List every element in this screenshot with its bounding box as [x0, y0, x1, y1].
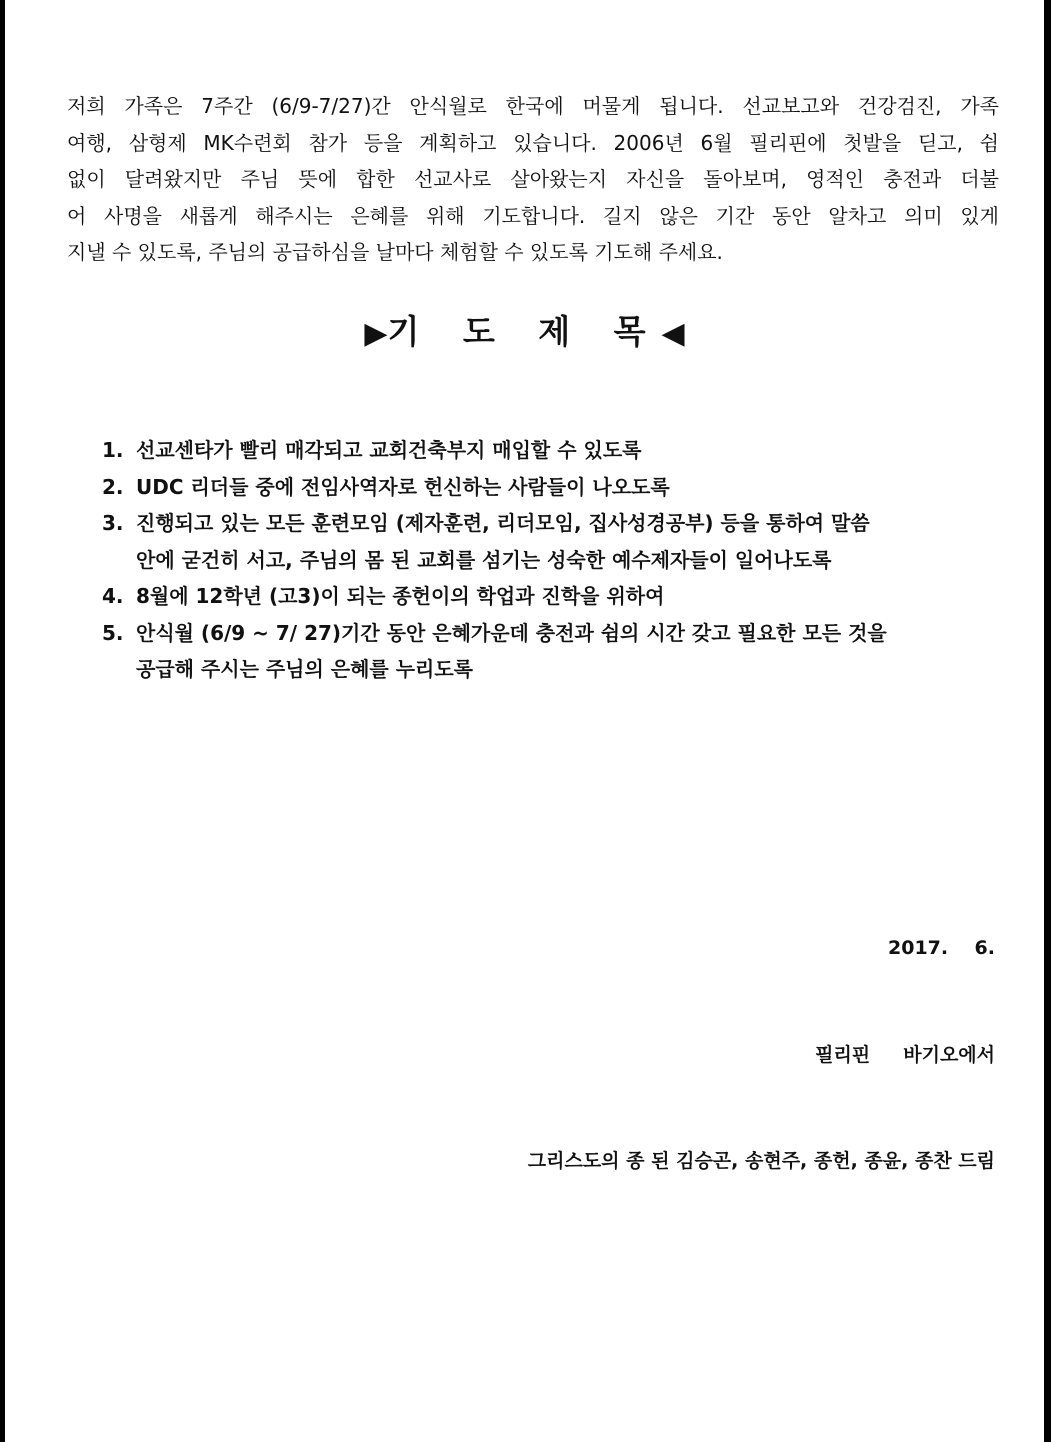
list-item [102, 615, 982, 688]
prayer-heading-title: 기 도 제 목 [387, 312, 662, 351]
list-item-text: 안에 굳건히 서고, 주님의 몸 된 교회를 섬기는 성숙한 예수제자들이 일어나도록 [136, 547, 832, 572]
triangle-left-icon: ◀ [661, 316, 685, 351]
list-item-number: 4. [102, 584, 124, 608]
prayer-heading [5, 306, 1044, 353]
triangle-right-icon: ▶ [364, 316, 388, 351]
list-item [102, 432, 982, 469]
list-item-text: UDC 리더들 중에 전임사역자로 헌신하는 사람들이 나오도록 [136, 474, 670, 499]
list-item-text: 8월에 12학년 (고3)이 되는 종헌이의 학업과 진학을 위하여 [136, 584, 665, 608]
list-item-text: 선교센타가 빨리 매각되고 교회건축부지 매입할 수 있도록 [136, 438, 642, 462]
signature-location: 필리핀 바기오에서 [815, 1043, 995, 1066]
intro-line: 없이 달려왔지만 주님 뜻에 합한 선교사로 살아왔는지 자신을 돌아보며, 영적인 충전과 더불 [67, 167, 999, 191]
signature-block [528, 860, 995, 1251]
list-item-number: 5. [102, 620, 124, 645]
list-item-number: 3. [102, 511, 124, 535]
document-page [5, 0, 1044, 1442]
intro-paragraph [67, 88, 999, 271]
signature-sender: 그리스도의 종 된 김승곤, 송현주, 종헌, 종윤, 종찬 드림 [527, 1150, 995, 1172]
signature-date: 2017. 6. [888, 937, 995, 959]
list-item [102, 578, 982, 615]
intro-line: 지낼 수 있도록, 주님의 공급하심을 날마다 체험할 수 있도록 기도해 주세요. [67, 240, 723, 264]
intro-line: 어 사명을 새롭게 해주시는 은혜를 위해 기도합니다. 길지 않은 기간 동안 알차고 의미 있게 [67, 203, 999, 228]
list-item-text: 안식월 (6/9 ~ 7/ 27)기간 동안 은혜가운데 충전과 쉼의 시간 갖고 필요한 모든 것을 [136, 620, 887, 645]
list-item-number: 1. [102, 438, 124, 462]
list-item-text: 진행되고 있는 모든 훈련모임 (제자훈련, 리더모임, 집사성경공부) 등을 통하여 말씀 [136, 511, 870, 535]
intro-line: 저희 가족은 7주간 (6/9-7/27)간 안식월로 한국에 머물게 됩니다. 선교보고와 건강검진, 가족 [67, 94, 999, 118]
intro-line: 여행, 삼형제 MK수련회 참가 등을 계획하고 있습니다. 2006년 6월 필리핀에 첫발을 딛고, 쉼 [67, 130, 999, 155]
list-item-text: 공급해 주시는 주님의 은혜를 누리도록 [136, 657, 473, 681]
prayer-list [102, 432, 982, 688]
list-item [102, 469, 982, 506]
list-item-number: 2. [102, 474, 124, 499]
list-item [102, 505, 982, 578]
